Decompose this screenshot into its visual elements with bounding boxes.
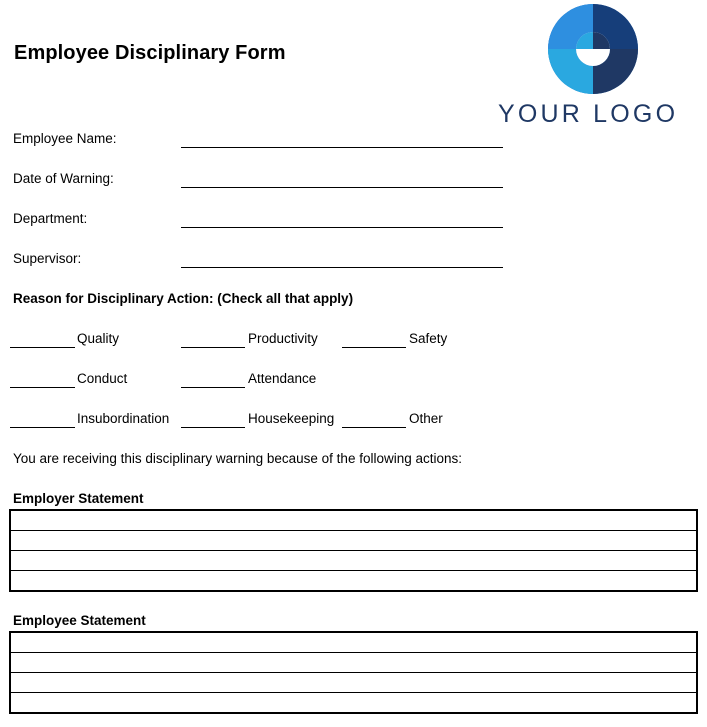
actions-text: You are receiving this disciplinary warning because of the following actions: <box>13 451 463 466</box>
reason-safety-blank[interactable] <box>342 347 406 348</box>
logo-text: YOUR LOGO <box>498 100 679 128</box>
reason-productivity-blank[interactable] <box>181 347 245 348</box>
employee-statement-box[interactable] <box>9 631 698 714</box>
reason-insubordination-label: Insubordination <box>77 411 170 426</box>
employee-name-label: Employee Name: <box>13 131 117 146</box>
employer-statement-line[interactable] <box>11 531 696 551</box>
page-title: Employee Disciplinary Form <box>14 42 286 64</box>
employee-statement-line[interactable] <box>11 673 696 693</box>
department-field[interactable] <box>181 227 503 228</box>
employer-statement-box[interactable] <box>9 509 698 592</box>
reason-conduct-blank[interactable] <box>10 387 75 388</box>
employee-statement-line[interactable] <box>11 633 696 653</box>
employer-statement-line[interactable] <box>11 551 696 571</box>
employee-name-field[interactable] <box>181 147 503 148</box>
employer-statement-line[interactable] <box>11 571 696 590</box>
reason-other-label: Other <box>409 411 443 426</box>
reason-quality-blank[interactable] <box>10 347 75 348</box>
reason-safety-label: Safety <box>409 331 448 346</box>
reason-housekeeping-label: Housekeeping <box>248 411 335 426</box>
reason-heading: Reason for Disciplinary Action: (Check all that apply) <box>13 291 354 306</box>
employee-statement-line[interactable] <box>11 653 696 673</box>
logo-icon <box>548 4 638 94</box>
reason-attendance-blank[interactable] <box>181 387 245 388</box>
department-label: Department: <box>13 211 88 226</box>
reason-conduct-label: Conduct <box>77 371 128 386</box>
reason-attendance-label: Attendance <box>248 371 317 386</box>
reason-insubordination-blank[interactable] <box>10 427 75 428</box>
employer-statement-line[interactable] <box>11 511 696 531</box>
employer-statement-heading: Employer Statement <box>13 491 144 506</box>
reason-productivity-label: Productivity <box>248 331 318 346</box>
supervisor-label: Supervisor: <box>13 251 82 266</box>
reason-other-blank[interactable] <box>342 427 406 428</box>
employee-statement-heading: Employee Statement <box>13 613 146 628</box>
supervisor-field[interactable] <box>181 267 503 268</box>
date-of-warning-field[interactable] <box>181 187 503 188</box>
reason-housekeeping-blank[interactable] <box>181 427 245 428</box>
employee-statement-line[interactable] <box>11 693 696 712</box>
reason-quality-label: Quality <box>77 331 120 346</box>
date-of-warning-label: Date of Warning: <box>13 171 114 186</box>
